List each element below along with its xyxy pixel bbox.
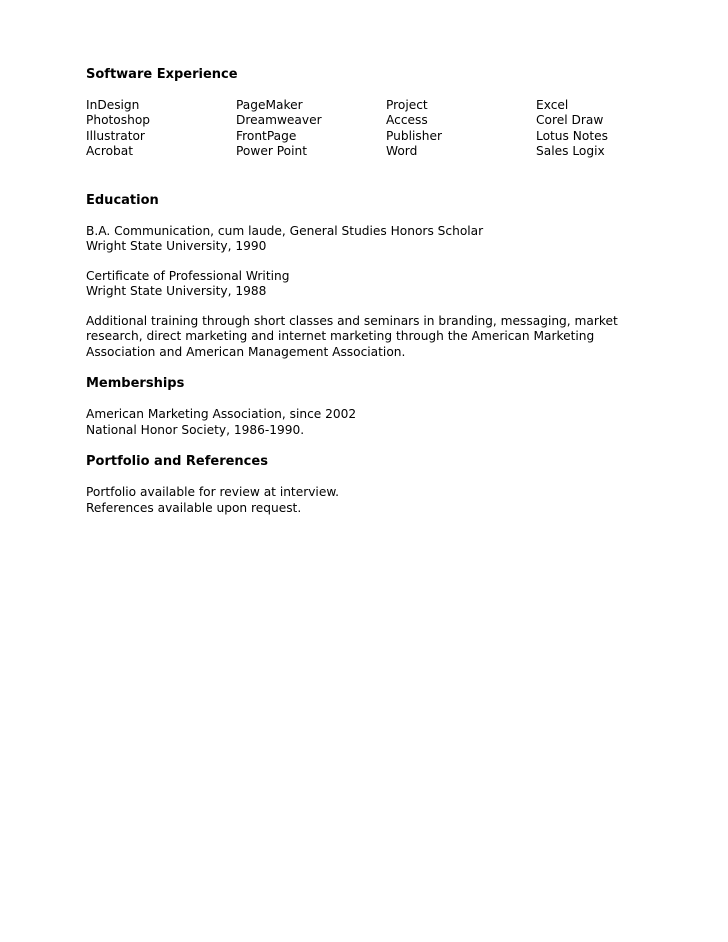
software-item: Dreamweaver	[236, 113, 322, 128]
certificate-school: Wright State University, 1988	[86, 284, 267, 299]
software-item: Publisher	[386, 128, 442, 143]
portfolio-section	[86, 453, 646, 516]
software-item: Word	[386, 144, 418, 159]
software-column-4	[536, 98, 646, 160]
degree-title: B.A. Communication, cum laude, General Studies Honors Scholar	[86, 223, 484, 238]
degree-school: Wright State University, 1990	[86, 239, 267, 254]
software-item: InDesign	[86, 98, 140, 112]
certificate-title: Certificate of Professional Writing	[86, 268, 290, 283]
software-item: Project	[386, 98, 428, 112]
certificate-entry	[86, 269, 646, 300]
training-line: Additional training through short classes and seminars in branding, messaging, market	[86, 313, 618, 328]
software-item: Power Point	[236, 144, 307, 159]
portfolio-heading: Portfolio and References	[86, 454, 268, 470]
degree-entry	[86, 224, 646, 255]
software-item: Photoshop	[86, 113, 151, 128]
software-item: PageMaker	[236, 98, 303, 112]
software-column-1	[86, 98, 236, 160]
software-grid	[86, 98, 646, 160]
education-section	[86, 192, 646, 361]
software-column-3	[386, 98, 536, 160]
references-line: References available upon request.	[86, 500, 302, 515]
software-item: Acrobat	[86, 144, 134, 159]
education-heading: Education	[86, 192, 159, 208]
software-column-2	[236, 98, 386, 160]
training-line: research, direct marketing and internet marketing through the American Marketing	[86, 329, 595, 344]
membership-item: American Marketing Association, since 2002	[86, 407, 357, 422]
training-line: Association and American Management Association.	[86, 344, 406, 359]
resume-page	[86, 66, 646, 516]
software-item: Illustrator	[86, 128, 145, 143]
membership-item: National Honor Society, 1986-1990.	[86, 422, 305, 437]
software-item: Lotus Notes	[536, 128, 608, 143]
software-item: Excel	[536, 98, 569, 112]
software-item: Sales Logix	[536, 144, 605, 159]
portfolio-text	[86, 485, 646, 516]
memberships-heading: Memberships	[86, 376, 185, 392]
memberships-section	[86, 375, 646, 438]
memberships-list	[86, 407, 646, 438]
portfolio-line: Portfolio available for review at interview.	[86, 485, 340, 500]
software-heading: Software Experience	[86, 67, 238, 82]
training-entry	[86, 314, 646, 361]
software-item: FrontPage	[236, 128, 297, 143]
software-item: Corel Draw	[536, 113, 604, 128]
software-item: Access	[386, 113, 428, 128]
